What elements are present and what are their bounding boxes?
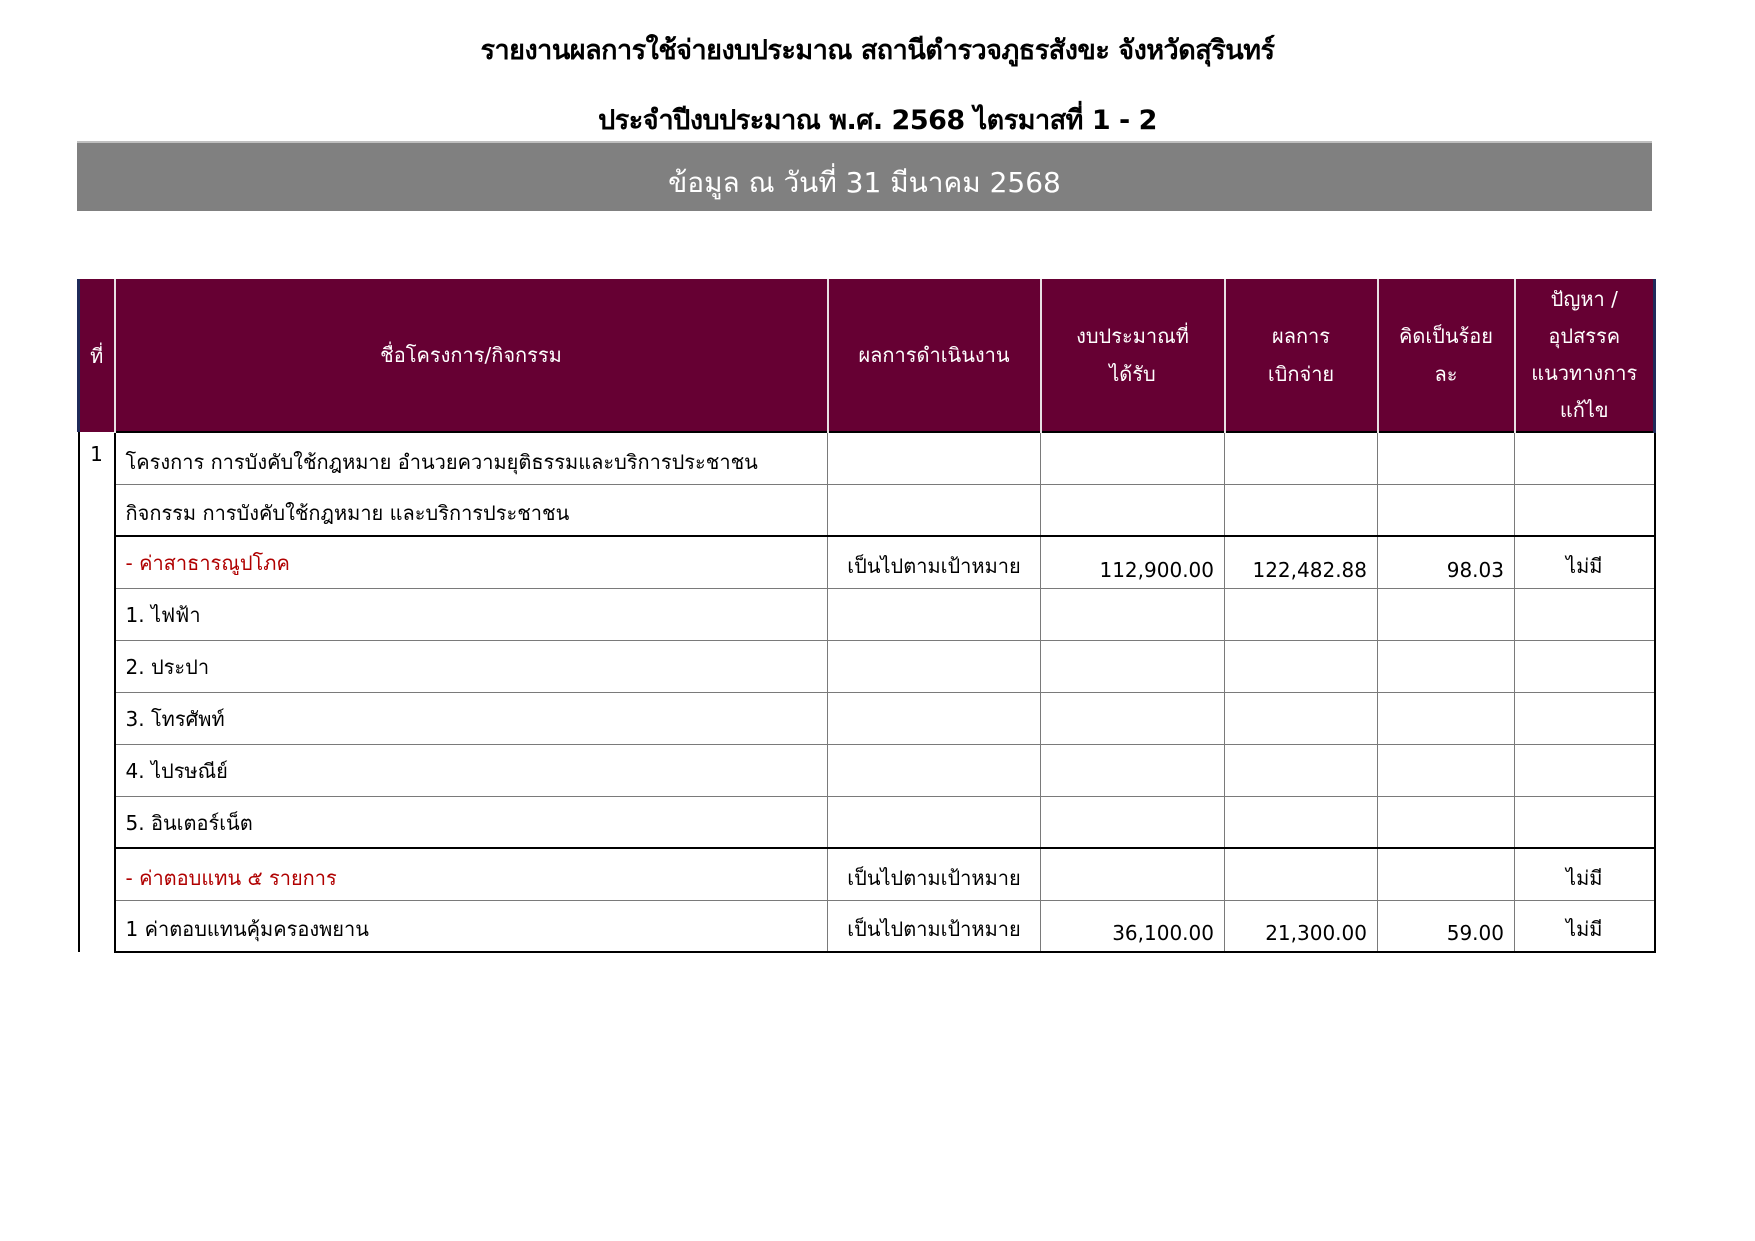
category-name: - ค่าตอบแทน ๕ รายการ (115, 848, 828, 900)
header-budget: งบประมาณที่ ได้รับ (1041, 279, 1225, 432)
header-problems: ปัญหา / อุปสรรค แนวทางการ แก้ไข (1515, 279, 1655, 432)
activity-name: กิจกรรม การบังคับใช้กฎหมาย และบริการประชาชน (115, 484, 828, 536)
table-row: 5. อินเตอร์เน็ต (79, 796, 1655, 848)
table-row: 4. ไปรษณีย์ (79, 744, 1655, 796)
report-subtitle: ประจำปีงบประมาณ พ.ศ. 2568 ไตรมาสที่ 1 - 2 (598, 105, 1157, 136)
table-row: 2. ประปา (79, 640, 1655, 692)
item-number: 1 (79, 432, 115, 952)
header-project-name: ชื่อโครงการ/กิจกรรม (115, 279, 828, 432)
table-row (79, 484, 1655, 536)
header-no: ที่ (79, 279, 115, 432)
header-percent: คิดเป็นร้อย ละ (1378, 279, 1515, 432)
table-row-compensation: - ค่าตอบแทน ๕ รายการ เป็นไปตามเป้าหมาย ไม่มี (79, 848, 1655, 900)
table-row: 1. ไฟฟ้า (79, 588, 1655, 640)
budget-report-table (77, 279, 1656, 953)
table-row (79, 432, 1655, 484)
table-row: 3. โทรศัพท์ (79, 692, 1655, 744)
report-title: รายงานผลการใช้จ่ายงบประมาณ สถานีตำรวจภูธรสังขะ จังหวัดสุรินทร์ (480, 35, 1275, 66)
table-row-utilities: - ค่าสาธารณูปโภค เป็นไปตามเป้าหมาย 112,900.00 122,482.88 98.03 ไม่มี (79, 536, 1655, 588)
header-disbursed: ผลการ เบิกจ่าย (1225, 279, 1378, 432)
category-name: - ค่าสาธารณูปโภค (115, 536, 828, 588)
table-row: 1 ค่าตอบแทนคุ้มครองพยาน เป็นไปตามเป้าหมาย 36,100.00 21,300.00 59.00 ไม่มี (79, 900, 1655, 952)
header-result: ผลการดำเนินงาน (828, 279, 1041, 432)
project-name: โครงการ การบังคับใช้กฎหมาย อำนวยความยุติธรรมและบริการประชาชน (115, 432, 828, 484)
as-of-date-banner: ข้อมูล ณ วันที่ 31 มีนาคม 2568 (77, 141, 1652, 211)
table-header-row (79, 279, 1655, 432)
